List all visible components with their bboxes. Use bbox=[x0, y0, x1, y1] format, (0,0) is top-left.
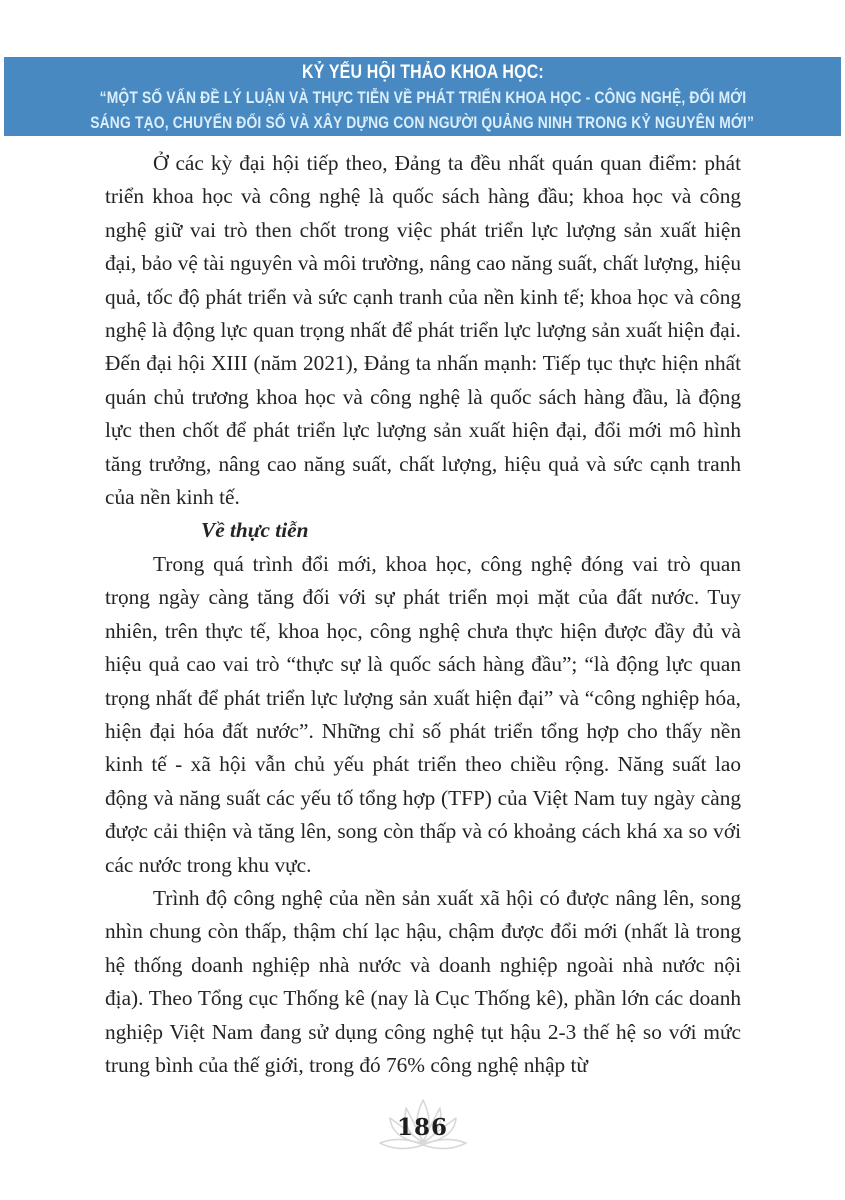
conference-title: KỶ YẾU HỘI THẢO KHOA HỌC: bbox=[301, 62, 544, 83]
section-heading-practice: Về thực tiễn bbox=[201, 518, 309, 543]
page-number: 186 bbox=[396, 1114, 448, 1141]
conference-subtitle-line1: “MỘT SỐ VẤN ĐỀ LÝ LUẬN VÀ THỰC TIỄN VỀ PHÁT TRIỂN KHOA HỌC - CÔNG NGHỆ, ĐỔI MỚI bbox=[99, 89, 746, 107]
paragraph-policy-viewpoint: Ở các kỳ đại hội tiếp theo, Đảng ta đều nhất quán quan điểm: phát triển khoa học và công nghệ là quốc sách hàng đầu; khoa học và công nghệ giữ vai trò then chốt trong việc phát triển lực lượng sản xuất hiện đại, bảo vệ tài nguyên và môi trường, nâng cao năng suất, chất lượng, hiệu quả, tốc độ phát triển và sức cạnh tranh của nền kinh tế; khoa học và công nghệ là động lực quan trọng nhất để phát triển lực lượng sản xuất hiện đại. Đến đại hội XIII (năm 2021), Đảng ta nhấn mạnh: Tiếp tục thực hiện nhất quán chủ trương khoa học và công nghệ là quốc sách hàng đầu, là động lực then chốt để phát triển lực lượng sản xuất hiện đại, đổi mới mô hình tăng trưởng, nâng cao năng suất, chất lượng, hiệu quả và sức cạnh tranh của nền kinh tế. bbox=[105, 151, 741, 510]
conference-subtitle-line2: SÁNG TẠO, CHUYỂN ĐỔI SỐ VÀ XÂY DỰNG CON NGƯỜI QUẢNG NINH TRONG KỶ NGUYÊN MỚI” bbox=[90, 113, 755, 132]
page-footer bbox=[0, 1098, 845, 1168]
paragraph-technology-level: Trình độ công nghệ của nền sản xuất xã hội có được nâng lên, song nhìn chung còn thấp, thậm chí lạc hậu, chậm được đổi mới (nhất là trong hệ thống doanh nghiệp nhà nước và doanh nghiệp ngoài nhà nước nội địa). Theo Tổng cục Thống kê (nay là Cục Thống kê), phần lớn các doanh nghiệp Việt Nam đang sử dụng công nghệ tụt hậu 2-3 thế hệ so với mức trung bình của thế giới, trong đó 76% công nghệ nhập từ bbox=[105, 885, 741, 1077]
body-text-block bbox=[105, 147, 741, 1082]
lotus-page-number-group bbox=[377, 1098, 469, 1160]
paragraph-practice-overview: Trong quá trình đổi mới, khoa học, công nghệ đóng vai trò quan trọng ngày càng tăng đối với sự phát triển mọi mặt của đất nước. Tuy nhiên, trên thực tế, khoa học, công nghệ chưa thực hiện được đầy đủ và hiệu quả cao vai trò “thực sự là quốc sách hàng đầu”; “là động lực quan trọng nhất để phát triển lực lượng sản xuất hiện đại” và “công nghiệp hóa, hiện đại hóa đất nước”. Những chỉ số phát triển tổng hợp cho thấy nền kinh tế - xã hội vẫn chủ yếu phát triển theo chiều rộng. Năng suất lao động và năng suất các yếu tố tổng hợp (TFP) của Việt Nam tuy ngày càng được cải thiện và tăng lên, song còn thấp và có khoảng cách khá xa so với các nước trong khu vực. bbox=[105, 551, 741, 877]
conference-header-banner bbox=[4, 57, 841, 136]
